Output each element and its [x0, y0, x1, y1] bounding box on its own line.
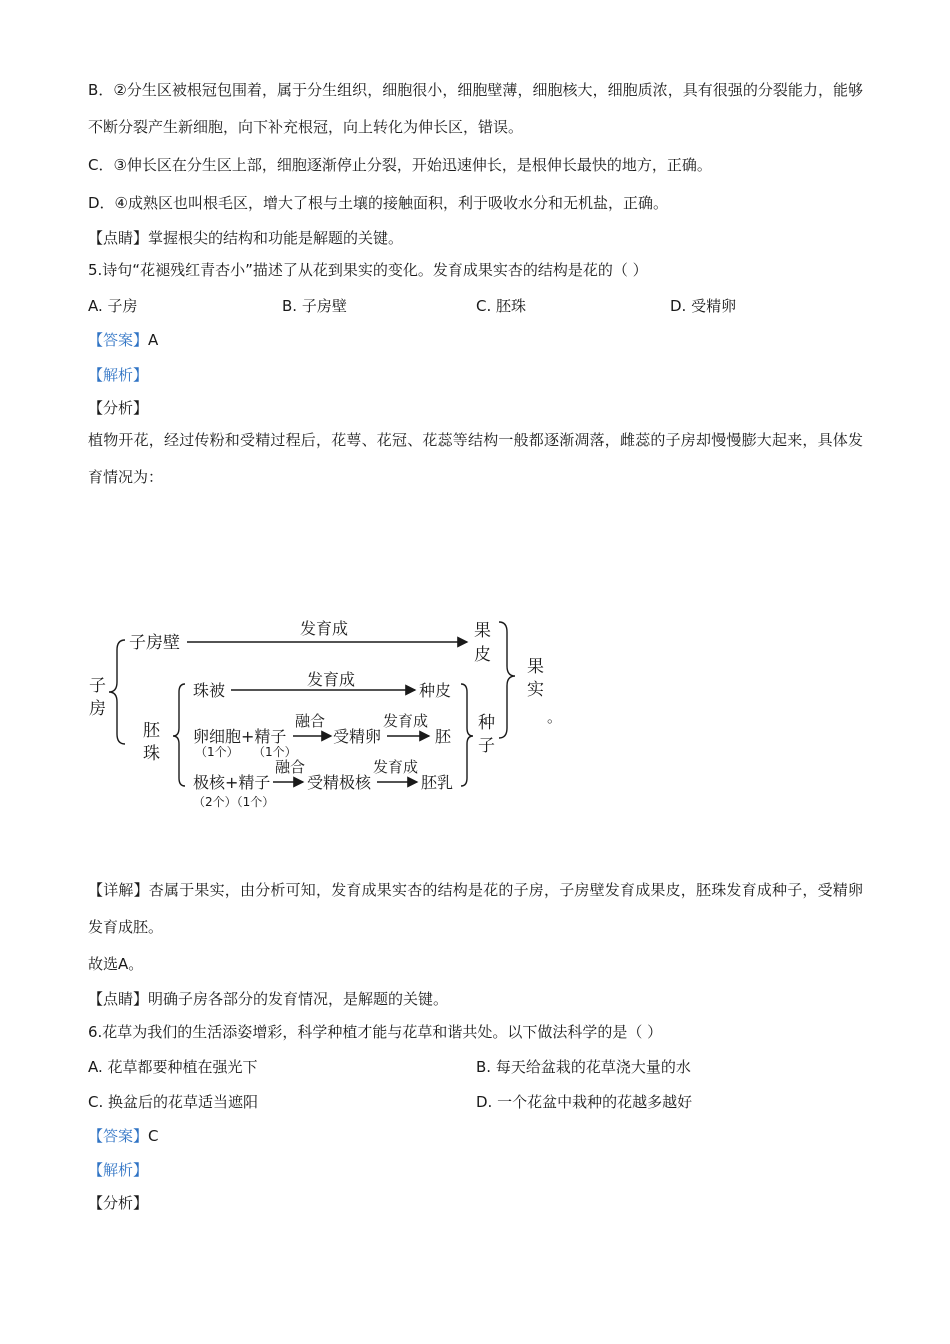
diagram-zifang-1: 子: [89, 676, 106, 696]
analysis-option-b: B．②分生区被根冠包围着，属于分生组织，细胞很小，细胞壁薄，细胞核大，细胞质浓，具有很强的分裂能力，能够不断分裂产生新细胞，向下补充根冠，向上转化为伸长区，错误。: [88, 81, 863, 136]
q5-option-b: B. 子房壁: [282, 297, 347, 315]
q5-comment: 【点睛】明确子房各部分的发育情况，是解题的关键。: [88, 990, 449, 1008]
diagram-zhongpi: 种皮: [419, 681, 452, 700]
q5-xiangjie: 【详解】杏属于果实，由分析可知，发育成果实杏的结构是花的子房，子房壁发育成果皮，胚珠发育成种子，受精卵发育成胚。: [88, 881, 863, 936]
diagram-count-2: （2个）（1个）: [193, 795, 275, 809]
brace-zifang: [109, 640, 125, 744]
diagram-fayucheng-2: 发育成: [307, 670, 356, 689]
answer-tag: 【答案】: [88, 331, 149, 349]
diagram-fayucheng-4: 发育成: [373, 758, 419, 776]
q5-fenxi-text: 植物开花，经过传粉和受精过程后，花萼、花冠、花蕊等结构一般都逐渐凋落，雌蕊的子房却慢慢膨大起来，具体发育情况为：: [88, 431, 863, 486]
diagram-zifangbi: 子房壁: [129, 633, 180, 653]
brace-peizhu: [173, 684, 185, 786]
diagram-pi: 皮: [474, 645, 491, 665]
diagram-fayucheng-1: 发育成: [300, 619, 349, 638]
answer-tag: 【答案】: [88, 1127, 149, 1145]
q6-option-d: D. 一个花盆中栽种的花越多越好: [476, 1093, 693, 1111]
question-6-stem: 6.花草为我们的生活添姿增彩，科学种植才能与花草和谐共处。以下做法科学的是（ ）: [88, 1023, 663, 1041]
q6-option-c: C. 换盆后的花草适当遮阳: [88, 1093, 259, 1111]
diagram-peiru: 胚乳: [421, 773, 454, 792]
diagram-zhongzi-1: 种: [478, 713, 495, 733]
answer-value: A: [148, 331, 159, 349]
diagram-period: 。: [547, 708, 563, 726]
q6-answer: [88, 1126, 159, 1146]
diagram-guo: 果: [474, 621, 491, 641]
answer-value: C: [148, 1127, 159, 1145]
q6-jiexi-tag: 【解析】: [88, 1161, 149, 1179]
ovary-development-diagram: [85, 610, 645, 820]
analysis-option-c: C．③伸长区在分生区上部，细胞逐渐停止分裂，开始迅速伸长，是根伸长最快的地方，正确。: [88, 156, 712, 174]
q5-option-a: A. 子房: [88, 297, 138, 315]
diagram-peizhu-2: 珠: [143, 744, 160, 764]
brace-zhongzi: [461, 684, 473, 786]
q5-answer: [88, 330, 158, 350]
diagram-luanxibao: 卵细胞+精子: [193, 727, 287, 746]
diagram-zhubei: 珠被: [193, 681, 226, 700]
diagram-zhongzi-2: 子: [478, 736, 495, 756]
diagram-count-1a: （1个）: [195, 745, 239, 759]
q6-option-b: B. 每天给盆栽的花草浇大量的水: [476, 1058, 691, 1076]
q5-choice: 故选A。: [88, 955, 144, 973]
diagram-fayucheng-3: 发育成: [383, 712, 429, 730]
diagram-shoujingluan: 受精卵: [333, 727, 382, 746]
q5-option-c: C. 胚珠: [476, 297, 527, 315]
diagram-shoujingjihe: 受精极核: [307, 773, 372, 792]
diagram-zifang-2: 房: [89, 699, 106, 719]
q5-fenxi-tag: 【分析】: [88, 399, 149, 417]
diagram-guoshi-2: 实: [527, 680, 544, 700]
diagram-count-1b: （1个）: [253, 745, 297, 759]
diagram-guoshi-1: 果: [527, 657, 544, 677]
q6-option-a: A. 花草都要种植在强光下: [88, 1058, 258, 1076]
q6-fenxi-tag: 【分析】: [88, 1194, 149, 1212]
q5-jiexi-tag: 【解析】: [88, 366, 149, 384]
diagram-ronghe-2: 融合: [275, 758, 306, 776]
diagram-ronghe-1: 融合: [295, 712, 326, 730]
comment-dianjing: 【点睛】掌握根尖的结构和功能是解题的关键。: [88, 229, 404, 247]
q5-option-d: D. 受精卵: [670, 297, 737, 315]
diagram-pei: 胚: [435, 727, 452, 746]
diagram-jihe: 极核+精子: [193, 773, 271, 792]
diagram-peizhu-1: 胚: [143, 721, 160, 741]
question-5-stem: 5.诗句“花褪残红青杏小”描述了从花到果实的变化。发育成果实杏的结构是花的（ ）: [88, 261, 648, 279]
analysis-option-d: D．④成熟区也叫根毛区，增大了根与土壤的接触面积，利于吸收水分和无机盐，正确。: [88, 194, 669, 212]
brace-guoshi: [499, 622, 515, 738]
